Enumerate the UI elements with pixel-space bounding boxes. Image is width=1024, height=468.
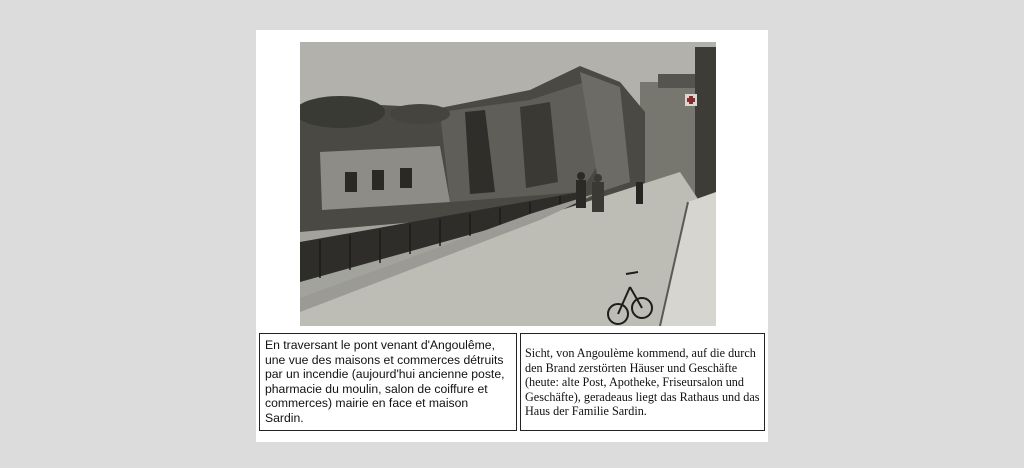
caption-de-line: Geschäfte), geradeaus liegt das Rathaus und das: [525, 389, 760, 404]
caption-german: [520, 333, 765, 431]
caption-fr-line: commerces) mairie en face et maison: [265, 396, 469, 411]
caption-de-line: Haus der Familie Sardin.: [525, 404, 647, 419]
caption-fr-line: par un incendie (aujourd'hui ancienne poste,: [265, 367, 505, 382]
caption-de-line: den Brand zerstörten Häuser und Geschäfte: [525, 360, 738, 375]
caption-fr-line: Sardin.: [265, 410, 304, 425]
historic-photo: [300, 42, 716, 326]
caption-fr-line: une vue des maisons et commerces détruits: [265, 352, 504, 367]
caption-fr-line: pharmacie du moulin, salon de coiffure et: [265, 381, 488, 396]
caption-de-line: Sicht, von Angoulème kommend, auf die durch: [525, 346, 756, 360]
caption-french: [259, 333, 517, 431]
caption-fr-line: En traversant le pont venant d'Angoulême,: [265, 338, 495, 352]
caption-de-line: (heute: alte Post, Apotheke, Friseursalon und: [525, 375, 744, 390]
photo-illustration: [300, 42, 716, 326]
